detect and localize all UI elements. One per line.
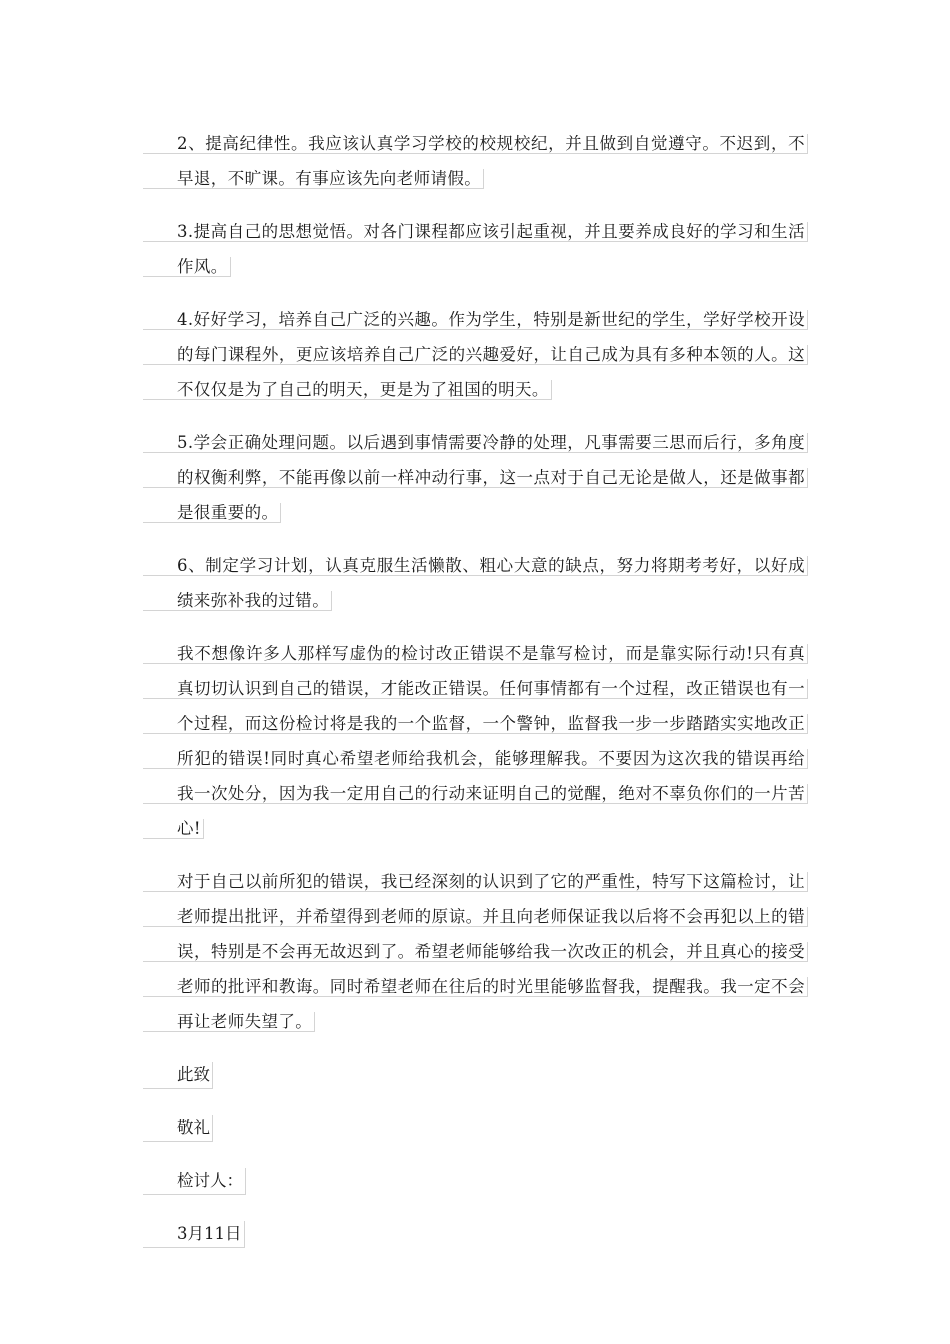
- salute-line: [143, 1110, 808, 1145]
- paragraph-sincerity: [143, 636, 808, 846]
- paragraph-study-plan: [143, 548, 808, 618]
- date-line: [143, 1216, 808, 1251]
- paragraph-discipline: [143, 126, 808, 196]
- paragraph-study: [143, 302, 808, 407]
- paragraph-text: 2、提高纪律性。我应该认真学习学校的校规校纪，并且做到自觉遵守。不迟到，不早退，不旷课。有事应该先向老师请假。: [143, 134, 808, 189]
- paragraph-text: 3.提高自己的思想觉悟。对各门课程都应该引起重视，并且要养成良好的学习和生活作风。: [143, 222, 808, 277]
- document-body: [143, 126, 808, 1269]
- signature-label: 检讨人：: [143, 1168, 246, 1195]
- paragraph-text: 5.学会正确处理问题。以后遇到事情需要冷静的处理，凡事需要三思而后行，多角度的权衡利弊，不能再像以前一样冲动行事，这一点对于自己无论是做人，还是做事都是很重要的。: [143, 433, 808, 523]
- closing-text: 此致: [143, 1062, 213, 1089]
- paragraph-text: 4.好好学习，培养自己广泛的兴趣。作为学生，特别是新世纪的学生，学好学校开设的每门课程外，更应该培养自己广泛的兴趣爱好，让自己成为具有多种本领的人。这不仅仅是为了自己的明天，更是为了祖国的明天。: [143, 310, 808, 400]
- date-text: 3月11日: [143, 1221, 245, 1248]
- paragraph-conclusion: [143, 864, 808, 1039]
- paragraph-text: 对于自己以前所犯的错误，我已经深刻的认识到了它的严重性，特写下这篇检讨，让老师提出批评，并希望得到老师的原谅。并且向老师保证我以后将不会再犯以上的错误，特别是不会再无故迟到了。希望老师能够给我一次改正的机会，并且真心的接受老师的批评和教诲。同时希望老师在往后的时光里能够监督我，提醒我。我一定不会再让老师失望了。: [143, 872, 808, 1032]
- salute-text: 敬礼: [143, 1115, 213, 1142]
- paragraph-problem-handling: [143, 425, 808, 530]
- closing-line: [143, 1057, 808, 1092]
- paragraph-awareness: [143, 214, 808, 284]
- paragraph-text: 我不想像许多人那样写虚伪的检讨改正错误不是靠写检讨，而是靠实际行动!只有真真切切认识到自己的错误，才能改正错误。任何事情都有一个过程，改正错误也有一个过程，而这份检讨将是我的一个监督，一个警钟，监督我一步一步踏踏实实地改正所犯的错误!同时真心希望老师给我机会，能够理解我。不要因为这次我的错误再给我一次处分，因为我一定用自己的行动来证明自己的觉醒，绝对不辜负你们的一片苦心!: [143, 644, 808, 839]
- signature-line: [143, 1163, 808, 1198]
- paragraph-text: 6、制定学习计划，认真克服生活懒散、粗心大意的缺点，努力将期考考好，以好成绩来弥补我的过错。: [143, 556, 808, 611]
